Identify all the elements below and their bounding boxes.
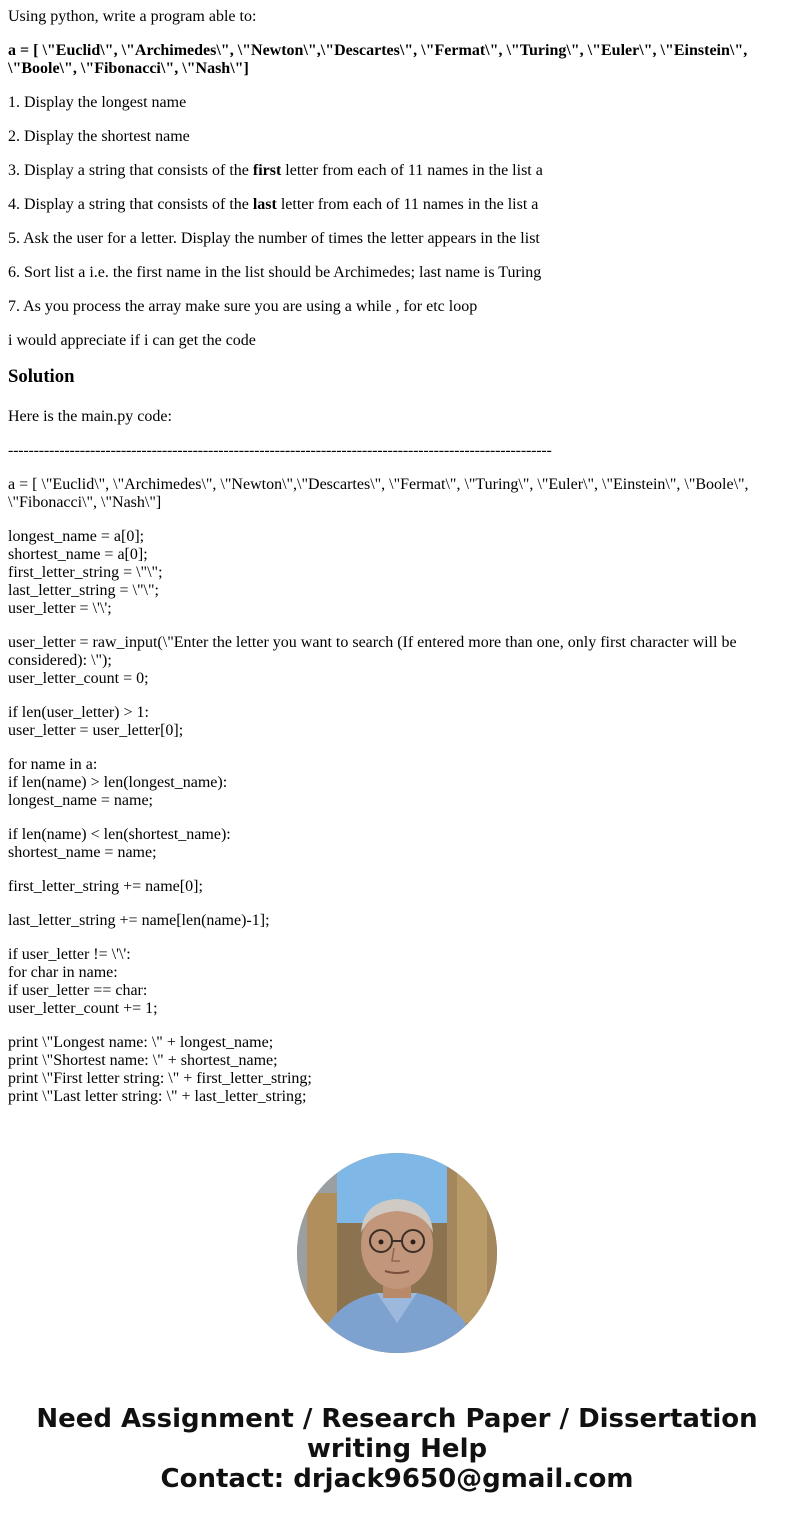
- code-line: print \"Last letter string: \" + last_letter_string;: [8, 1088, 307, 1105]
- code-line: longest_name = name;: [8, 792, 153, 809]
- question-array-line-2: \"Boole\", \"Fibonacci\", \"Nash\"]: [8, 60, 249, 77]
- code-line: user_letter = \'\';: [8, 600, 112, 617]
- code-block: [8, 878, 786, 896]
- question-item-1: 1. Display the longest name: [8, 94, 187, 111]
- code-line: a = [ \"Euclid\", \"Archimedes\", \"Newton\",\"Descartes\", \"Fermat\", \"Turing\", \"Euler\", \"Einstein\", \"Boole\",: [8, 476, 749, 493]
- code-line: \"Fibonacci\", \"Nash\"]: [8, 494, 162, 511]
- code-block: [8, 756, 786, 810]
- question-item-2: 2. Display the shortest name: [8, 128, 190, 145]
- question-closing: i would appreciate if i can get the code: [8, 332, 256, 349]
- code-line: print \"Shortest name: \" + shortest_name;: [8, 1052, 278, 1069]
- code-line: first_letter_string = \"\";: [8, 564, 163, 581]
- code-line: if len(name) > len(longest_name):: [8, 774, 228, 791]
- code-line: print \"First letter string: \" + first_letter_string;: [8, 1070, 312, 1087]
- question-item-4-suffix: letter from each of 11 names in the list a: [276, 196, 539, 213]
- code-line: last_letter_string = \"\";: [8, 582, 159, 599]
- question-item-3-prefix: 3. Display a string that consists of the: [8, 162, 253, 179]
- code-line: shortest_name = a[0];: [8, 546, 148, 563]
- question-array: [8, 42, 786, 78]
- code-line: for name in a:: [8, 756, 98, 773]
- question-item-6: 6. Sort list a i.e. the first name in the list should be Archimedes; last name is Turing: [8, 264, 542, 281]
- code-line: last_letter_string += name[len(name)-1];: [8, 912, 270, 929]
- author-avatar: [297, 1153, 497, 1353]
- code-line: for char in name:: [8, 964, 118, 981]
- contact-banner: [0, 1404, 794, 1494]
- question-item-7: 7. As you process the array make sure you are using a while , for etc loop: [8, 298, 478, 315]
- code-line: longest_name = a[0];: [8, 528, 145, 545]
- solution-heading: Solution: [8, 366, 75, 387]
- code-block: [8, 528, 786, 618]
- question-item-5: 5. Ask the user for a letter. Display the number of times the letter appears in the list: [8, 230, 540, 247]
- code-line: user_letter = raw_input(\"Enter the letter you want to search (If entered more than one, only first character will be: [8, 634, 737, 651]
- banner-line-2: writing Help: [306, 1434, 488, 1464]
- code-block: [8, 946, 786, 1018]
- question-array-line-1: a = [ \"Euclid\", \"Archimedes\", \"Newton\",\"Descartes\", \"Fermat\", \"Turing\", \"Euler\", \"Einstein\",: [8, 42, 748, 59]
- question-item-3: [8, 162, 786, 180]
- code-block: [8, 704, 786, 740]
- code-block: [8, 476, 786, 512]
- code-line: shortest_name = name;: [8, 844, 157, 861]
- code-line: if len(user_letter) > 1:: [8, 704, 149, 721]
- code-line: if user_letter == char:: [8, 982, 148, 999]
- code-line: considered): \");: [8, 652, 112, 669]
- question-item-3-emphasis: first: [252, 162, 282, 179]
- code-block: [8, 634, 786, 688]
- code-line: if len(name) < len(shortest_name):: [8, 826, 231, 843]
- banner-line-1: Need Assignment / Research Paper / Dissertation: [36, 1404, 758, 1434]
- document-content: [8, 8, 786, 1122]
- author-portrait-image: [297, 1153, 497, 1353]
- question-item-3-suffix: letter from each of 11 names in the list a: [281, 162, 543, 179]
- code-block: [8, 912, 786, 930]
- code-line: first_letter_string += name[0];: [8, 878, 203, 895]
- code-listing: [8, 476, 786, 1106]
- code-block: [8, 826, 786, 862]
- question-item-4-prefix: 4. Display a string that consists of the: [8, 196, 253, 213]
- question-item-4: [8, 196, 786, 214]
- solution-intro: Here is the main.py code:: [8, 408, 172, 425]
- question-intro: Using python, write a program able to:: [8, 8, 257, 25]
- banner-line-3: Contact: drjack9650@gmail.com: [160, 1464, 634, 1494]
- code-line: user_letter_count = 0;: [8, 670, 149, 687]
- code-line: user_letter_count += 1;: [8, 1000, 158, 1017]
- divider-line: ----------------------------------------------------------------------------------------------------------: [8, 442, 552, 459]
- code-block: [8, 1034, 786, 1106]
- code-line: print \"Longest name: \" + longest_name;: [8, 1034, 274, 1051]
- code-line: if user_letter != \'\':: [8, 946, 131, 963]
- code-line: user_letter = user_letter[0];: [8, 722, 184, 739]
- question-item-4-emphasis: last: [252, 196, 277, 213]
